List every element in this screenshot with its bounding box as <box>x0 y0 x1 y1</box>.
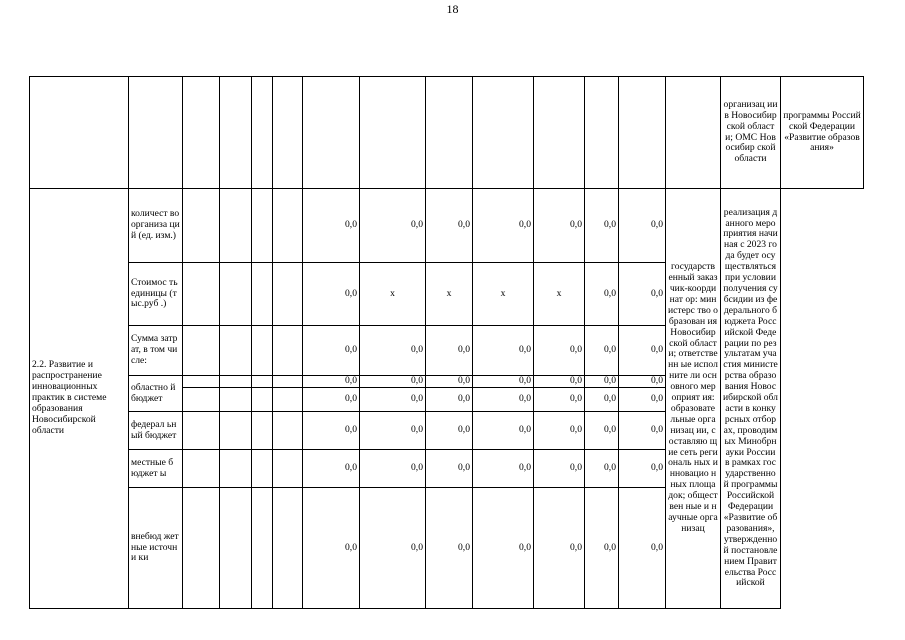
value-cell: 0,0 <box>585 412 619 450</box>
cell <box>303 77 360 189</box>
value-cell: 0,0 <box>473 450 534 488</box>
cell <box>273 450 303 488</box>
value-cell: 0,0 <box>585 388 619 412</box>
continuation-responsible: организац ии в Новосибир ской области; ОМС Новосибир ской области <box>721 77 781 189</box>
cell <box>183 412 220 450</box>
value-cell: 0,0 <box>534 488 585 609</box>
indicator-cell: областно й бюджет <box>129 376 183 412</box>
value-cell: 0,0 <box>360 450 426 488</box>
value-cell: 0,0 <box>360 189 426 263</box>
value-cell: 0,0 <box>360 388 426 412</box>
cell <box>220 388 252 412</box>
value-cell: 0,0 <box>473 376 534 388</box>
cell <box>273 77 303 189</box>
cell <box>619 77 666 189</box>
value-cell: 0,0 <box>473 189 534 263</box>
cell <box>273 189 303 263</box>
value-cell: 0,0 <box>619 450 666 488</box>
cell <box>252 388 273 412</box>
cell <box>183 388 220 412</box>
page-number: 18 <box>446 2 459 16</box>
value-cell: x <box>473 263 534 326</box>
value-cell: 0,0 <box>303 263 360 326</box>
cell <box>220 412 252 450</box>
value-cell: 0,0 <box>534 189 585 263</box>
cell <box>220 376 252 388</box>
value-cell: 0,0 <box>426 388 473 412</box>
value-cell: 0,0 <box>303 412 360 450</box>
value-cell: 0,0 <box>303 189 360 263</box>
value-cell: 0,0 <box>585 488 619 609</box>
cell <box>252 412 273 450</box>
value-cell: 0,0 <box>585 450 619 488</box>
cell <box>534 77 585 189</box>
value-cell: 0,0 <box>360 326 426 376</box>
value-cell: 0,0 <box>303 388 360 412</box>
cell <box>252 326 273 376</box>
value-cell: x <box>534 263 585 326</box>
value-cell: 0,0 <box>534 326 585 376</box>
cell <box>666 77 721 189</box>
value-cell: 0,0 <box>303 488 360 609</box>
value-cell: 0,0 <box>534 388 585 412</box>
cell <box>273 263 303 326</box>
indicator-cell: Сумма затрат, в том числе: <box>129 326 183 376</box>
continuation-row <box>30 77 864 189</box>
value-cell: 0,0 <box>303 376 360 388</box>
cell <box>220 77 252 189</box>
cell <box>183 77 220 189</box>
cell <box>183 326 220 376</box>
cell <box>183 263 220 326</box>
value-cell: 0,0 <box>534 376 585 388</box>
section-result: реализация данного мероприятия начиная с 2023 года будет осуществляться при условии получения субсидии из федерального бюджета Российской Федерации по результатам участия министерства образования Новосибирской области в конкурсных отборах, проводимых Минобрнауки России в рамках государственной программы Российской Федерации «Развитие образования», утвержденной постановлением Правительства Российской <box>721 189 781 609</box>
value-cell: 0,0 <box>619 263 666 326</box>
value-cell: 0,0 <box>585 376 619 388</box>
cell <box>252 77 273 189</box>
indicator-cell: местные бюджет ы <box>129 450 183 488</box>
cell <box>252 488 273 609</box>
program-table <box>29 76 864 609</box>
value-cell: 0,0 <box>619 388 666 412</box>
value-cell: 0,0 <box>426 450 473 488</box>
cell <box>273 326 303 376</box>
indicator-cell: Стоимос ть единицы (тыс.руб .) <box>129 263 183 326</box>
value-cell: 0,0 <box>585 326 619 376</box>
cell <box>183 189 220 263</box>
value-cell: 0,0 <box>360 488 426 609</box>
value-cell: 0,0 <box>473 412 534 450</box>
value-cell: 0,0 <box>619 412 666 450</box>
cell <box>183 488 220 609</box>
value-cell: x <box>360 263 426 326</box>
indicator-cell: количест во организа ций (ед. изм.) <box>129 189 183 263</box>
cell <box>220 326 252 376</box>
value-cell: 0,0 <box>303 326 360 376</box>
value-cell: 0,0 <box>473 326 534 376</box>
cell <box>220 450 252 488</box>
value-cell: 0,0 <box>473 488 534 609</box>
value-cell: 0,0 <box>426 326 473 376</box>
cell <box>220 263 252 326</box>
cell <box>252 450 273 488</box>
cell <box>273 412 303 450</box>
cell <box>220 189 252 263</box>
cell <box>183 376 220 388</box>
value-cell: 0,0 <box>360 376 426 388</box>
value-cell: 0,0 <box>426 412 473 450</box>
indicator-cell: внебюд жетные источни ки <box>129 488 183 609</box>
value-cell: 0,0 <box>426 488 473 609</box>
cell <box>426 77 473 189</box>
value-cell: 0,0 <box>619 189 666 263</box>
value-cell: 0,0 <box>360 412 426 450</box>
indicator-cell: федерал ьный бюджет <box>129 412 183 450</box>
value-cell: 0,0 <box>534 412 585 450</box>
value-cell: 0,0 <box>585 189 619 263</box>
cell <box>273 488 303 609</box>
section-name: 2.2. Развитие и распространение инновационных практик в системе образования Новосибирской области <box>30 189 129 609</box>
cell <box>30 77 129 189</box>
cell <box>129 77 183 189</box>
cell <box>585 77 619 189</box>
cell <box>252 376 273 388</box>
value-cell: 0,0 <box>619 326 666 376</box>
value-cell: 0,0 <box>619 488 666 609</box>
cell <box>360 77 426 189</box>
table-row <box>30 189 864 263</box>
value-cell: 0,0 <box>585 263 619 326</box>
continuation-result: программы Российской Федерации «Развитие образования» <box>781 77 864 189</box>
value-cell: 0,0 <box>426 189 473 263</box>
cell <box>252 263 273 326</box>
cell <box>273 376 303 388</box>
value-cell: 0,0 <box>473 388 534 412</box>
cell <box>220 488 252 609</box>
value-cell: 0,0 <box>303 450 360 488</box>
cell <box>273 388 303 412</box>
value-cell: 0,0 <box>619 376 666 388</box>
cell <box>252 189 273 263</box>
cell <box>183 450 220 488</box>
value-cell: 0,0 <box>534 450 585 488</box>
value-cell: 0,0 <box>426 376 473 388</box>
value-cell: x <box>426 263 473 326</box>
cell <box>473 77 534 189</box>
section-responsible: государств енный заказчик-координат ор: министерс тво образован ия Новосибир ской области; ответственн ые исполните ли основного мероприят ия: образовате льные организац ии, составляю щие сеть региональ ных инновацио нных площадок; обществен ные и научные организац <box>666 189 721 609</box>
